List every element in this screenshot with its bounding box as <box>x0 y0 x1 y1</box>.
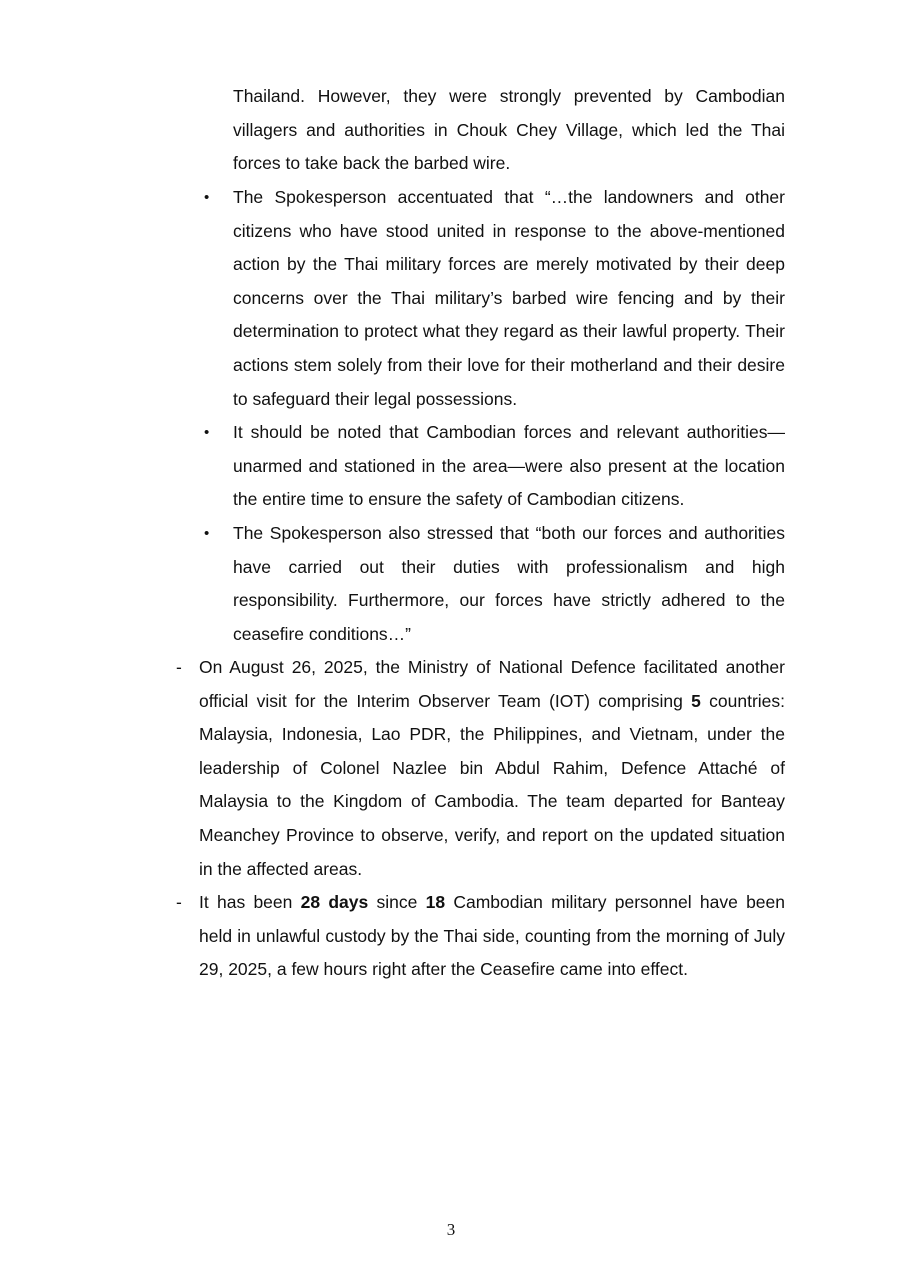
text-segment: since <box>368 892 426 913</box>
bullet-text: It should be noted that Cambodian forces and relevant authorities—unarmed and stationed in the area—were also present at the location the entire time to ensure the safety of Cambodian citizens. <box>233 422 785 510</box>
text-segment: It has been <box>199 892 301 913</box>
dash-marker: - <box>176 657 182 677</box>
page-number: 3 <box>446 1220 456 1239</box>
dash-item-iot-visit <box>176 651 785 886</box>
continuation-paragraph: Thailand. However, they were strongly prevented by Cambodian villagers and authorities in Chouk Chey Village, which led the Thai forces to take back the barbed wire. <box>233 86 785 174</box>
bullet-list <box>204 181 785 651</box>
dash-marker: - <box>176 892 182 913</box>
text-segment: Cambodian military personnel have been held in unlawful custody by the Thai side, counting from the morning of July 29, 2025, a few hours right after the Ceasefire came into effect. <box>199 892 785 980</box>
text-segment: countries: Malaysia, Indonesia, Lao PDR, the Philippines, and Vietnam, under the leadership of Colonel Nazlee bin Abdul Rahim, Defence Attaché of Malaysia to the Kingdom of Cambodia. The team departed for Banteay Meanchey Province to observe, verify, and report on the updated situation in the affected areas. <box>199 690 785 879</box>
dash-item-detention <box>176 886 785 987</box>
text-segment: On August 26, 2025, the Ministry of National Defence facilitated another official visit for the Interim Observer Team (IOT) comprising <box>199 657 785 711</box>
bold-personnel-count: 18 <box>425 892 446 913</box>
bullet-item <box>204 181 785 416</box>
bullet-text: The Spokesperson accentuated that “…the landowners and other citizens who have stood united in response to the above-mentioned action by the Thai military forces are merely motivated by their deep concerns over the Thai military’s barbed wire fencing and by their determination to protect what they regard as their lawful property. Their actions stem solely from their love for their motherland and their desire to safeguard their legal possessions. <box>233 187 785 409</box>
dash-list <box>176 651 785 987</box>
bullet-marker: • <box>204 189 210 206</box>
bullet-item <box>204 517 785 651</box>
bold-count: 5 <box>691 690 701 711</box>
bullet-marker: • <box>204 524 210 542</box>
dash-text <box>199 657 785 879</box>
dash-text <box>199 892 785 979</box>
bullet-text: The Spokesperson also stressed that “both our forces and authorities have carried out their duties with professionalism and high responsibility. Furthermore, our forces have strictly adhered to the ceasefire conditions…” <box>233 522 785 644</box>
bullet-item <box>204 416 785 517</box>
bullet-marker: • <box>204 424 210 442</box>
bold-days: 28 days <box>300 892 369 913</box>
